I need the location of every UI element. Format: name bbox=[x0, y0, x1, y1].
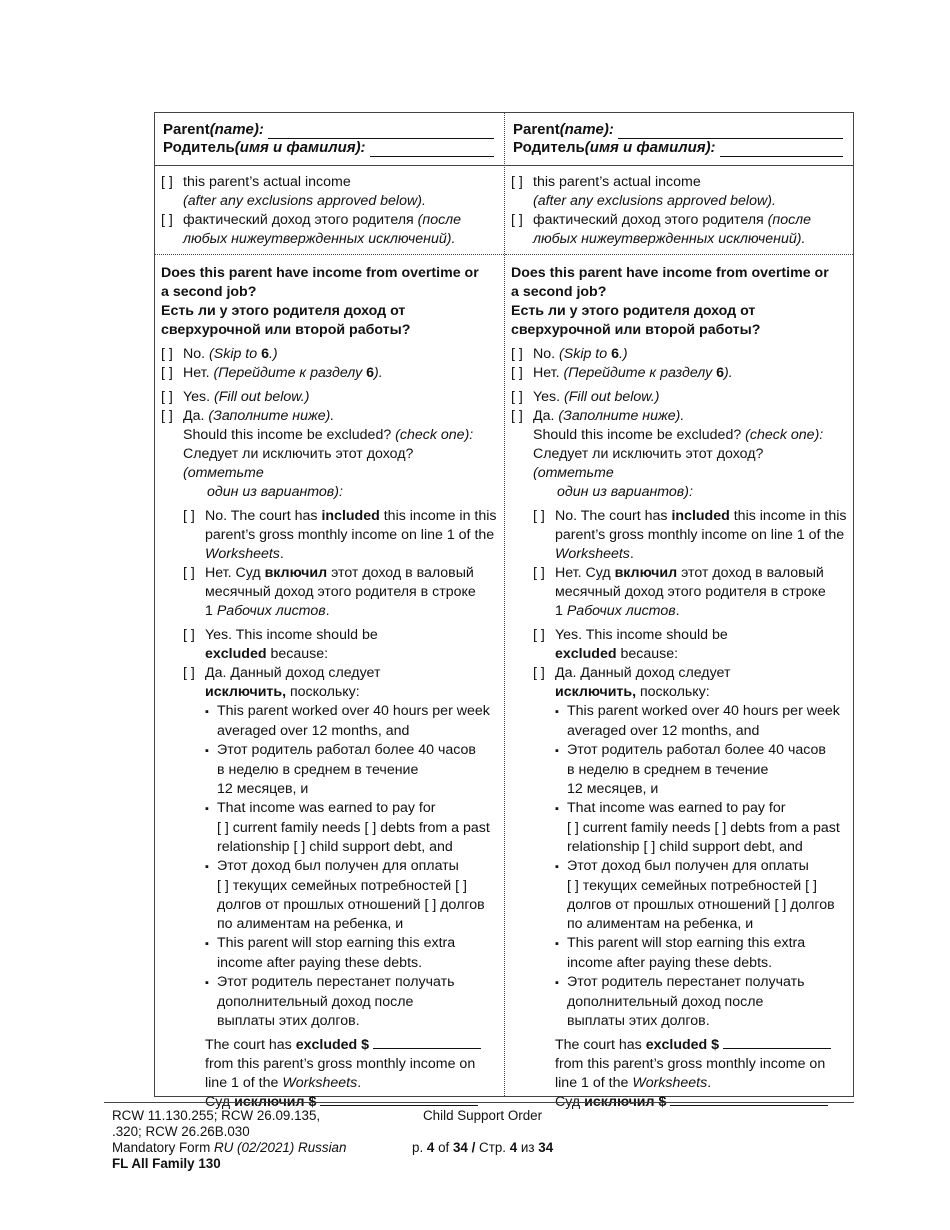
exclude-question-ru: Следует ли исключить этот доход? (отметьте bbox=[533, 446, 764, 481]
court-excluded-text: The court has excluded $ from this parent’s gross monthly income on line 1 of the Worksheets. Суд исключил $ bbox=[511, 1036, 847, 1112]
overtime-no-ru-checkbox[interactable]: [ ] bbox=[161, 365, 173, 381]
actual-income-ru-checkbox[interactable]: [ ] bbox=[511, 212, 523, 228]
reason-debts: ▪ That income was earned to pay for [ ] current family needs [ ] debts from a past relationship [ ] child support debt, and bbox=[511, 799, 847, 857]
actual-income-ru-label: фактический доход этого родителя (после bbox=[533, 212, 812, 228]
parent-name-field[interactable] bbox=[268, 125, 494, 139]
exclude-question-ru-hint: один из вариантов): bbox=[207, 484, 343, 500]
included-text: No. The court has included this income in this parent’s gross monthly income on line 1 of the Worksheets. bbox=[555, 508, 847, 562]
footer-citation bbox=[112, 1108, 346, 1172]
actual-income-checkbox[interactable]: [ ] bbox=[161, 174, 173, 190]
overtime-no-ru-label: Нет. (Перейдите к разделу 6). bbox=[533, 365, 733, 381]
overtime-question-ru: Есть ли у этого родителя доход от bbox=[511, 303, 756, 319]
included-text: No. The court has included this income in this parent’s gross monthly income on line 1 of the Worksheets. bbox=[205, 508, 497, 562]
parent-name-label: (name): bbox=[559, 121, 614, 138]
footer-form-id: FL All Family 130 bbox=[112, 1156, 221, 1171]
overtime-yes-ru-label: Да. (Заполните ниже). bbox=[183, 408, 335, 424]
reason-debts-ru: ▪ Этот доход был получен для оплаты [ ] текущих семейных потребностей [ ] долгов от прошлых отношений [ ] долгов по алиментам на ребенка, и bbox=[511, 857, 847, 934]
footer-rcw-line-2: .320; RCW 26.26B.030 bbox=[112, 1124, 250, 1139]
overtime-no-checkbox[interactable]: [ ] bbox=[161, 346, 173, 362]
parent-name-label: (name): bbox=[209, 121, 264, 138]
reason-stop: ▪ This parent will stop earning this extra income after paying these debts. bbox=[511, 934, 847, 973]
overtime-section bbox=[155, 255, 504, 1112]
overtime-no-label: No. (Skip to 6.) bbox=[183, 346, 278, 362]
overtime-question-cont: a second job? bbox=[511, 284, 607, 300]
overtime-section bbox=[505, 255, 853, 1112]
footer-page-number: p. 4 of 34 / Стр. 4 из 34 bbox=[412, 1140, 554, 1155]
roditel-name-field[interactable] bbox=[720, 143, 843, 157]
reason-stop: ▪ This parent will stop earning this extra income after paying these debts. bbox=[161, 934, 498, 973]
overtime-no-ru-label: Нет. (Перейдите к разделу 6). bbox=[183, 365, 383, 381]
overtime-yes-label: Yes. (Fill out below.) bbox=[533, 389, 660, 405]
overtime-question: Does this parent have income from overtime or bbox=[161, 265, 479, 281]
exclude-question: Should this income be excluded? (check one): bbox=[183, 427, 474, 443]
overtime-question: Does this parent have income from overtime or bbox=[511, 265, 829, 281]
included-ru-checkbox[interactable]: [ ] bbox=[533, 565, 545, 581]
excluded-ru-text: Да. Данный доход следует исключить, поскольку: bbox=[555, 665, 731, 700]
included-checkbox[interactable]: [ ] bbox=[533, 508, 545, 524]
excluded-checkbox[interactable]: [ ] bbox=[533, 627, 545, 643]
excluded-ru-checkbox[interactable]: [ ] bbox=[183, 665, 195, 681]
reason-hours-ru: ▪ Этот родитель работал более 40 часов в неделю в среднем в течение 12 месяцев, и bbox=[161, 741, 498, 799]
included-ru-text: Нет. Суд включил этот доход в валовый месячный доход этого родителя в строке 1 Рабочих листов. bbox=[205, 565, 476, 619]
footer-rcw-line-1: RCW 11.130.255; RCW 26.09.135, bbox=[112, 1108, 321, 1123]
overtime-question-cont: a second job? bbox=[161, 284, 257, 300]
actual-income-ru-label: фактический доход этого родителя (после bbox=[183, 212, 462, 228]
excluded-ru-text: Да. Данный доход следует исключить, поскольку: bbox=[205, 665, 381, 700]
actual-income-ru-note: любых нижеутвержденных исключений). bbox=[183, 231, 456, 247]
actual-income-label: this parent’s actual income bbox=[183, 174, 351, 190]
parent-header bbox=[505, 113, 853, 166]
overtime-yes-ru-label: Да. (Заполните ниже). bbox=[533, 408, 685, 424]
form-table bbox=[154, 112, 854, 1110]
roditel-name-label: (имя и фамилия): bbox=[234, 139, 366, 156]
overtime-yes-ru-checkbox[interactable]: [ ] bbox=[511, 408, 523, 424]
income-options bbox=[155, 166, 504, 255]
parent-column-right bbox=[504, 113, 853, 1110]
roditel-name-label: (имя и фамилия): bbox=[584, 139, 716, 156]
parent-column-left bbox=[155, 113, 504, 1110]
actual-income-note: (after any exclusions approved below). bbox=[183, 193, 426, 209]
footer-title: Child Support Order bbox=[423, 1108, 543, 1123]
actual-income-note: (after any exclusions approved below). bbox=[533, 193, 776, 209]
overtime-question-ru-cont: сверхурочной или второй работы? bbox=[511, 322, 761, 338]
reason-stop-ru: ▪ Этот родитель перестанет получать дополнительный доход после выплаты этих долгов. bbox=[161, 973, 498, 1031]
parent-label: Parent bbox=[163, 121, 210, 138]
parent-label: Parent bbox=[513, 121, 560, 138]
reason-hours: ▪ This parent worked over 40 hours per week averaged over 12 months, and bbox=[511, 702, 847, 741]
court-excluded-text: The court has excluded $ from this parent’s gross monthly income on line 1 of the Worksheets. Суд исключил $ bbox=[161, 1036, 498, 1112]
excluded-amount-ru-field[interactable] bbox=[670, 1093, 828, 1106]
overtime-yes-checkbox[interactable]: [ ] bbox=[161, 389, 173, 405]
exclude-question: Should this income be excluded? (check one): bbox=[533, 427, 824, 443]
included-ru-text: Нет. Суд включил этот доход в валовый месячный доход этого родителя в строке 1 Рабочих листов. bbox=[555, 565, 826, 619]
overtime-no-ru-checkbox[interactable]: [ ] bbox=[511, 365, 523, 381]
footer-divider bbox=[104, 1102, 854, 1103]
roditel-label: Родитель bbox=[163, 139, 235, 156]
overtime-question-ru-cont: сверхурочной или второй работы? bbox=[161, 322, 411, 338]
included-ru-checkbox[interactable]: [ ] bbox=[183, 565, 195, 581]
exclude-question-ru: Следует ли исключить этот доход? (отметьте bbox=[183, 446, 414, 481]
reason-stop-ru: ▪ Этот родитель перестанет получать дополнительный доход после выплаты этих долгов. bbox=[511, 973, 847, 1031]
footer-title-block bbox=[412, 1108, 553, 1156]
overtime-yes-checkbox[interactable]: [ ] bbox=[511, 389, 523, 405]
actual-income-ru-checkbox[interactable]: [ ] bbox=[161, 212, 173, 228]
overtime-no-checkbox[interactable]: [ ] bbox=[511, 346, 523, 362]
overtime-question-ru: Есть ли у этого родителя доход от bbox=[161, 303, 406, 319]
exclude-question-ru-hint: один из вариантов): bbox=[557, 484, 693, 500]
actual-income-checkbox[interactable]: [ ] bbox=[511, 174, 523, 190]
parent-header bbox=[155, 113, 504, 166]
reason-debts-ru: ▪ Этот доход был получен для оплаты [ ] текущих семейных потребностей [ ] долгов от прошлых отношений [ ] долгов по алиментам на ребенка, и bbox=[161, 857, 498, 934]
excluded-ru-checkbox[interactable]: [ ] bbox=[533, 665, 545, 681]
overtime-yes-label: Yes. (Fill out below.) bbox=[183, 389, 310, 405]
excluded-amount-ru-field[interactable] bbox=[320, 1093, 478, 1106]
excluded-checkbox[interactable]: [ ] bbox=[183, 627, 195, 643]
income-options bbox=[505, 166, 853, 255]
reason-debts: ▪ That income was earned to pay for [ ] current family needs [ ] debts from a past relationship [ ] child support debt, and bbox=[161, 799, 498, 857]
excluded-amount-field[interactable] bbox=[723, 1036, 831, 1049]
actual-income-label: this parent’s actual income bbox=[533, 174, 701, 190]
included-checkbox[interactable]: [ ] bbox=[183, 508, 195, 524]
footer-form-label: Mandatory Form RU (02/2021) Russian bbox=[112, 1140, 347, 1155]
parent-name-field[interactable] bbox=[618, 125, 843, 139]
reason-hours: ▪ This parent worked over 40 hours per week averaged over 12 months, and bbox=[161, 702, 498, 741]
excluded-text: Yes. This income should be excluded because: bbox=[205, 627, 378, 662]
roditel-label: Родитель bbox=[513, 139, 585, 156]
actual-income-ru-note: любых нижеутвержденных исключений). bbox=[533, 231, 806, 247]
reason-hours-ru: ▪ Этот родитель работал более 40 часов в неделю в среднем в течение 12 месяцев, и bbox=[511, 741, 847, 799]
excluded-amount-field[interactable] bbox=[373, 1036, 481, 1049]
overtime-no-label: No. (Skip to 6.) bbox=[533, 346, 628, 362]
roditel-name-field[interactable] bbox=[370, 143, 494, 157]
overtime-yes-ru-checkbox[interactable]: [ ] bbox=[161, 408, 173, 424]
excluded-text: Yes. This income should be excluded because: bbox=[555, 627, 728, 662]
